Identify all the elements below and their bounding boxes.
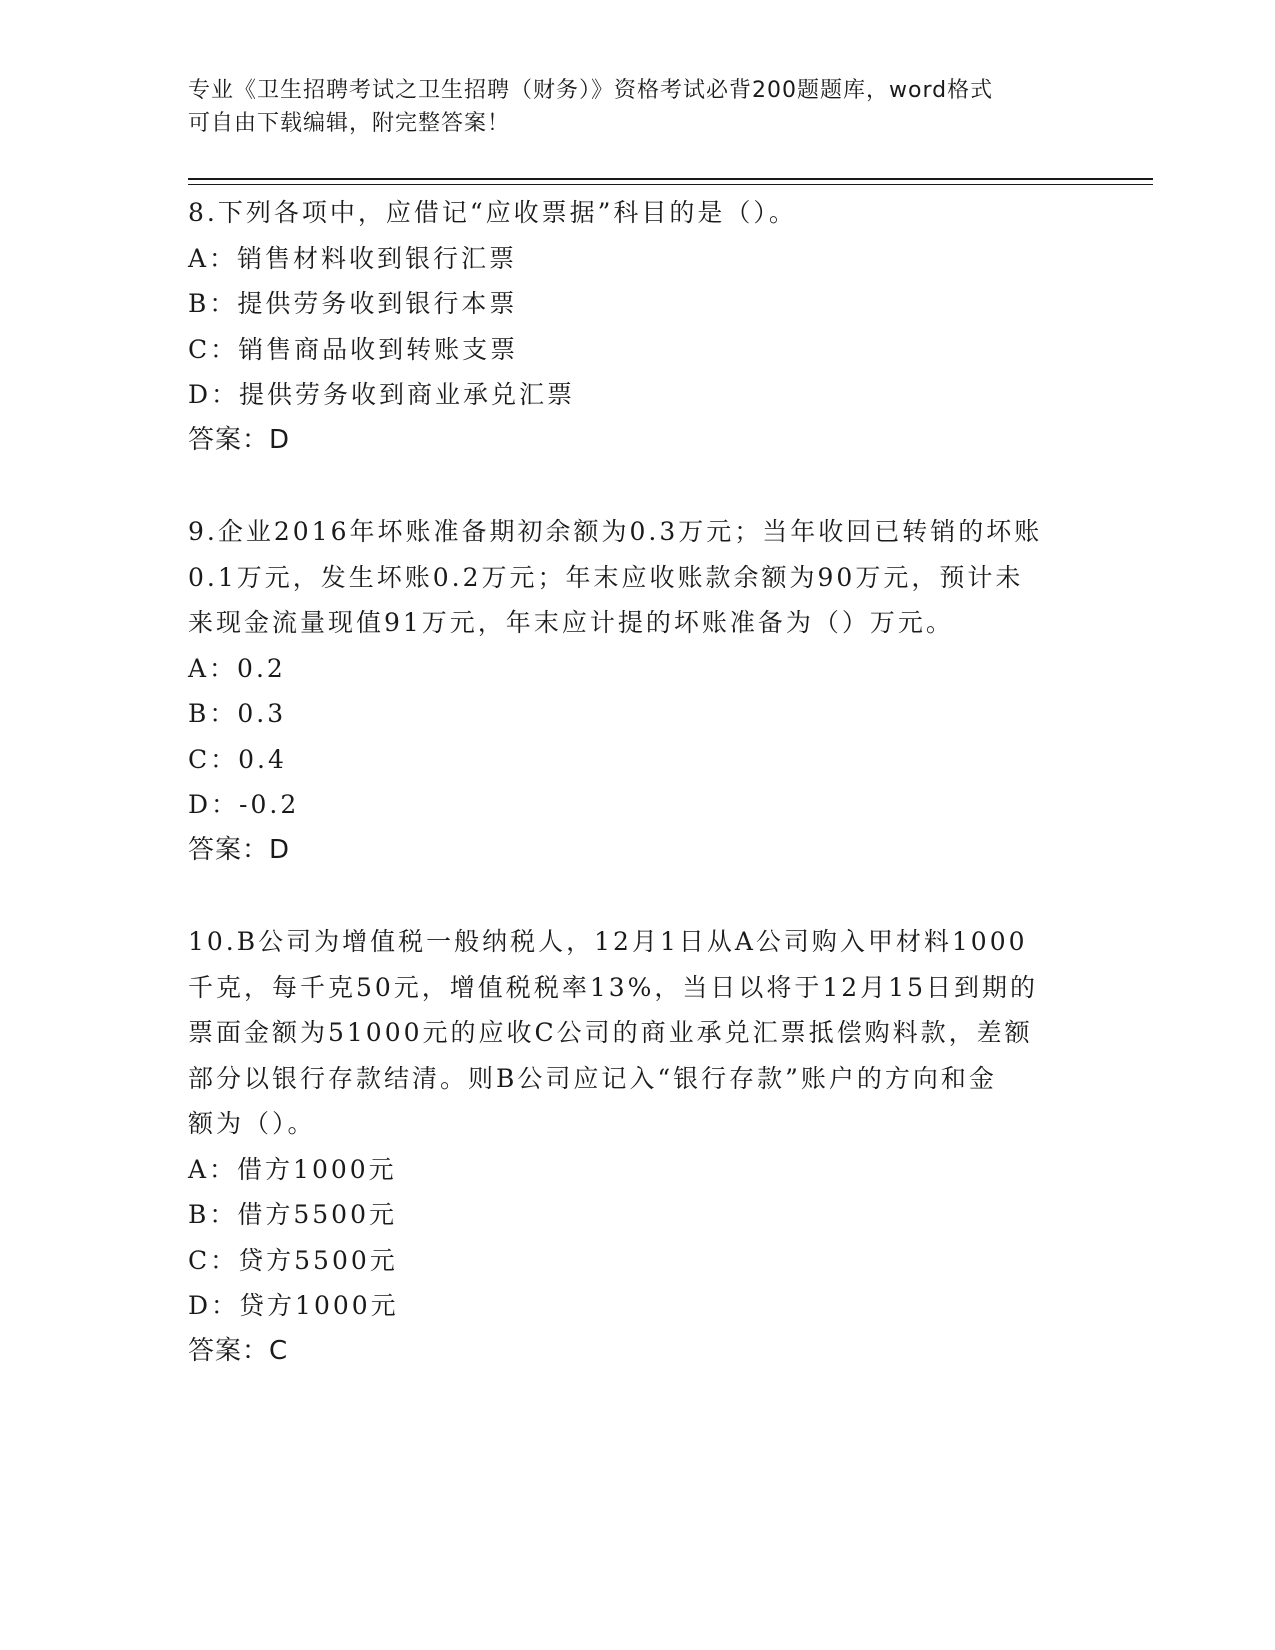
question-stem-line: 10.B公司为增值税一般纳税人，12月1日从A公司购入甲材料1000 [188, 927, 1028, 956]
option-d: D：提供劳务收到商业承兑汇票 [188, 380, 576, 409]
option-c: C：0.4 [188, 744, 287, 774]
question-9 [188, 509, 1088, 873]
question-10 [188, 919, 1088, 1374]
question-stem-line: 0.1万元，发生坏账0.2万元；年末应收账款余额为90万元，预计未 [188, 562, 1024, 592]
question-stem-line: 8.下列各项中，应借记“应收票据”科目的是（）。 [188, 198, 797, 227]
option-b: B：0.3 [188, 699, 287, 728]
header-line-2: 可自由下载编辑，附完整答案！ [188, 111, 511, 136]
option-b: B：借方5500元 [188, 1200, 397, 1229]
question-stem-line: 千克，每千克50元，增值税税率13%，当日以将于12月15日到期的 [188, 972, 1039, 1002]
answer: 答案：D [188, 424, 291, 455]
header-line-1: 专业《卫生招聘考试之卫生招聘（财务）》资格考试必背200题题库，word格式 [188, 78, 994, 103]
option-d: D：-0.2 [188, 790, 300, 819]
document-header [188, 74, 1088, 140]
question-stem-line: 来现金流量现值91万元，年末应计提的坏账准备为（）万元。 [188, 608, 954, 637]
question-stem-line: 票面金额为51000元的应收C公司的商业承兑汇票抵偿购料款，差额 [188, 1018, 1033, 1047]
option-d: D：贷方1000元 [188, 1291, 399, 1320]
option-b: B：提供劳务收到银行本票 [188, 289, 518, 318]
option-a: A：0.2 [188, 653, 286, 683]
option-a: A：借方1000元 [188, 1154, 397, 1184]
option-c: C：销售商品收到转账支票 [188, 334, 519, 364]
question-stem-line: 9.企业2016年坏账准备期初余额为0.3万元；当年收回已转销的坏账 [188, 517, 1043, 546]
header-divider-thin [188, 184, 1153, 185]
question-list [188, 190, 1088, 1420]
question-stem-line: 部分以银行存款结清。则B公司应记入“银行存款”账户的方向和金 [188, 1063, 997, 1093]
question-8 [188, 190, 1088, 463]
question-stem-line: 额为（）。 [188, 1109, 316, 1138]
option-a: A：销售材料收到银行汇票 [188, 243, 518, 273]
answer: 答案：C [188, 1335, 289, 1366]
header-divider-thick [188, 178, 1153, 180]
option-c: C：贷方5500元 [188, 1245, 398, 1275]
answer: 答案：D [188, 834, 291, 865]
